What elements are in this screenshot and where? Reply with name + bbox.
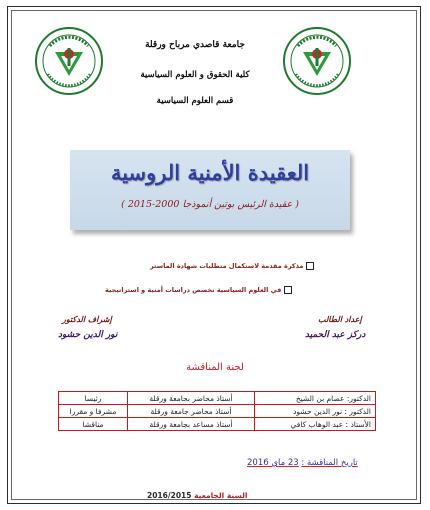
supervisor-label: إشراف الدكتور [62,315,112,324]
table-row [59,405,376,418]
specialty-text: في العلوم السياسية تخصص دراسات أمنية و استراتيجية [105,286,282,294]
defense-date-label: تاريخ المناقشة : [301,458,358,468]
academic-year-label: السنة الجامعية [194,491,248,500]
university-seal-right [282,26,352,96]
university-name: جامعة قاصدي مرباح ورقلة [145,40,245,50]
checkbox-icon [306,262,314,270]
member-role: مشرفا و مقررا [59,405,128,418]
member-rank: أستاذ مساعد بجامعة ورقلة [128,418,255,431]
defense-date-value: 23 ماي 2016 [247,458,299,468]
member-rank: أستاذ محاضر بجامعة ورقلة [128,392,255,405]
prepared-by-label: إعداد الطالب [318,315,362,324]
memo-text: مذكرة مقدمة لاستكمال متطلبات شهادة الماستر [150,262,304,270]
student-name: دركز عبد الحميد [305,330,366,340]
member-name: الأستاذ : عبد الوهاب كافي [255,418,376,431]
thesis-title: العقيدة الأمنية الروسية [110,160,310,185]
faculty-name: كلية الحقوق و العلوم السياسية [140,70,250,80]
university-seal-left [34,26,104,96]
supervisor-name: نور الدين حشود [58,330,118,340]
member-rank: أستاذ محاضر جامعة ورقلة [128,405,255,418]
specialty-note [105,286,292,294]
title-box [70,150,350,230]
academic-year-value: 2016/2015 [147,491,192,500]
checkbox-icon [284,286,292,294]
department-name: قسم العلوم السياسية [156,96,234,106]
academic-year [147,491,247,500]
table-row [59,392,376,405]
defense-date [247,458,358,468]
member-role: مناقشا [59,418,128,431]
member-name: الدكتور: عصام بن الشيخ [255,392,376,405]
committee-title: لجنة المناقشة [186,362,244,373]
memo-note [150,262,314,270]
member-role: رئيسا [59,392,128,405]
thesis-subtitle: ( عقيدة الرئيس بوتين أنموذجا 2000-2015 ) [121,199,299,210]
table-row [59,418,376,431]
member-name: الدكتور : نور الدين حشود [255,405,376,418]
committee-table [58,391,376,431]
